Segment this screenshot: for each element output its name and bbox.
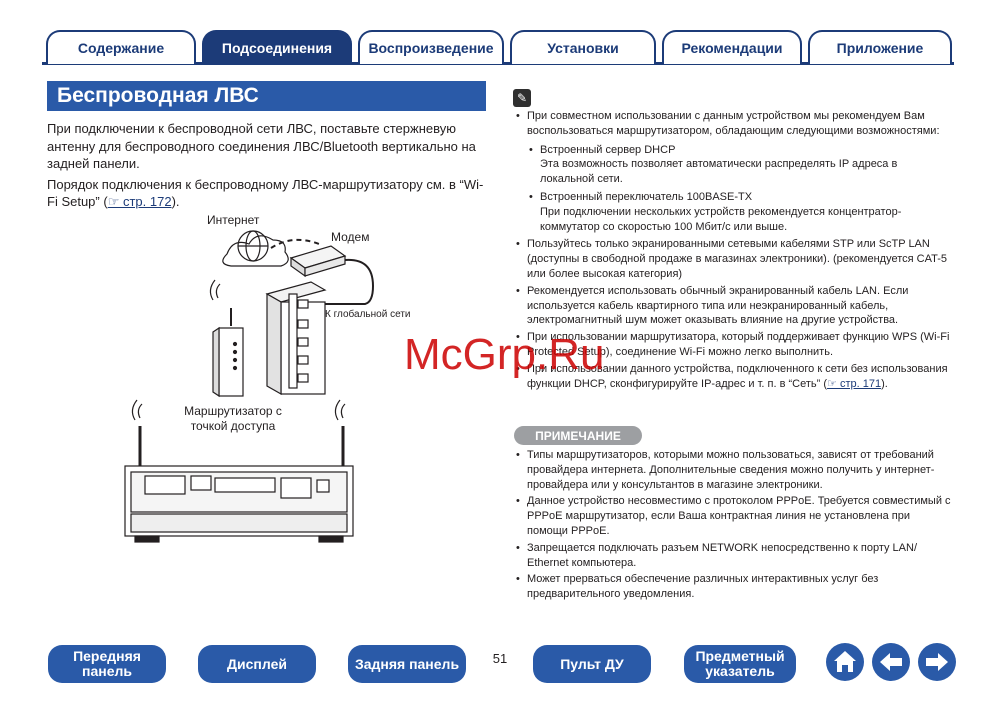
back-button[interactable]: [872, 643, 910, 681]
label-router-line-1: Маршрутизатор с: [184, 404, 282, 418]
primechanie-list: [514, 448, 954, 604]
tab-playback[interactable]: Воспроизведение: [358, 30, 504, 64]
list-item: • Типы маршрутизаторов, которыми можно пользоваться, зависят от требований провайдера интернета. Дополнительные сведения можно получить у интернет-провайдера или у консультантов в магазине электроники.: [514, 448, 954, 492]
front-panel-button[interactable]: Передняя панель: [48, 645, 166, 683]
label-internet: Интернет: [207, 213, 260, 227]
list-item: • Рекомендуется использовать обычный экранированный кабель LAN. Если используется кабель квартирного типа или неэкранированный кабель, электромагнитный шум может оказывать влияние на другие устройства.: [514, 284, 954, 328]
list-item: • Данное устройство несовместимо с протоколом PPPoE. Требуется совместимый с PPPoE маршрутизатор, если Ваша контрактная линия не установлена при помощи PPPoE.: [514, 494, 954, 538]
intro-paragraph-1: При подключении к беспроводной сети ЛВС, поставьте стержневую антенну для беспроводного соединения ЛВС/Bluetooth вертикально на задней панели.: [47, 121, 476, 171]
note-icon: ✎: [513, 89, 531, 107]
internet-globe-icon: [223, 231, 288, 266]
list-item: • Встроенный сервер DHCP Эта возможность позволяет автоматически распределять IP адреса в локальной сети.: [527, 143, 954, 187]
wifi-setup-link[interactable]: ☞ стр. 172: [107, 194, 172, 209]
primechanie-badge: ПРИМЕЧАНИЕ: [514, 426, 642, 445]
tab-settings[interactable]: Установки: [510, 30, 656, 64]
page-number: 51: [492, 651, 508, 666]
tab-tips[interactable]: Рекомендации: [662, 30, 802, 64]
display-button[interactable]: Дисплей: [198, 645, 316, 683]
access-point-icon: [210, 280, 243, 396]
list-item: • Может прерваться обеспечение различных интерактивных услуг без предварительного уведомления.: [514, 572, 954, 602]
home-button[interactable]: [826, 643, 864, 681]
list-item: • Пользуйтесь только экранированными сетевыми кабелями STP или ScTP LAN (доступны в свободной продаже в магазинах электроники). (рекомендуется CAT-5 или более высокая категория): [514, 237, 954, 281]
label-modem: Модем: [331, 230, 370, 244]
forward-button[interactable]: [918, 643, 956, 681]
section-title: Беспроводная ЛВС: [47, 81, 486, 111]
list-item: • При совместном использовании с данным устройством мы рекомендуем Вам воспользоваться маршрутизатором, обладающим следующими возможностями: • Встроенный сервер DHCP Эта возможность позволяет автоматически распределять IP адреса в локальной сети. • Встроенный переключатель 100BASE-TX При подключении нескольких устройств рекомендуется концентратор-коммутатор со скоростью 100 Мбит/с или выше.: [514, 109, 954, 234]
top-tabs: [42, 26, 954, 66]
tab-connections[interactable]: Подсоединения: [202, 30, 352, 64]
list-item: • При использовании маршрутизатора, который поддерживает функцию WPS (Wi-Fi Protected Setup), соединение Wi-Fi можно легко выполнить.: [514, 330, 954, 360]
diagram-illustration: [95, 208, 425, 558]
label-router-line-2: точкой доступа: [190, 419, 276, 433]
arrow-right-icon: [918, 643, 956, 681]
home-icon: [826, 643, 864, 681]
intro-text: [47, 120, 487, 214]
network-link[interactable]: ☞ стр. 171: [827, 377, 882, 390]
intro-paragraph-2: Порядок подключения к беспроводному ЛВС-маршрутизатору см. в “Wi-Fi Setup” (☞ стр. 172).: [47, 176, 484, 209]
tab-appendix[interactable]: Приложение: [808, 30, 952, 64]
list-item: • Встроенный переключатель 100BASE-TX При подключении нескольких устройств рекомендуется концентратор-коммутатор со скоростью 100 Мбит/с или выше.: [527, 190, 954, 234]
label-wan: К глобальной сети: [325, 309, 411, 320]
router-icon: [267, 282, 325, 394]
connection-diagram: [95, 208, 425, 558]
list-item: • Запрещается подключать разъем NETWORK непосредственно к порту LAN/ Ethernet компьютера.: [514, 541, 954, 571]
remote-button[interactable]: Пульт ДУ: [533, 645, 651, 683]
index-button[interactable]: Предметный указатель: [684, 645, 796, 683]
arrow-left-icon: [872, 643, 910, 681]
watermark: McGrp.Ru: [404, 330, 605, 379]
modem-icon: [291, 246, 345, 276]
tab-contents[interactable]: Содержание: [46, 30, 196, 64]
list-item: • При использовании данного устройства, подключенного к сети без использования функции DHCP, сконфигурируйте IP-адрес и т. п. в “Сеть” (☞ стр. 171).: [514, 362, 954, 392]
rear-panel-button[interactable]: Задняя панель: [348, 645, 466, 683]
